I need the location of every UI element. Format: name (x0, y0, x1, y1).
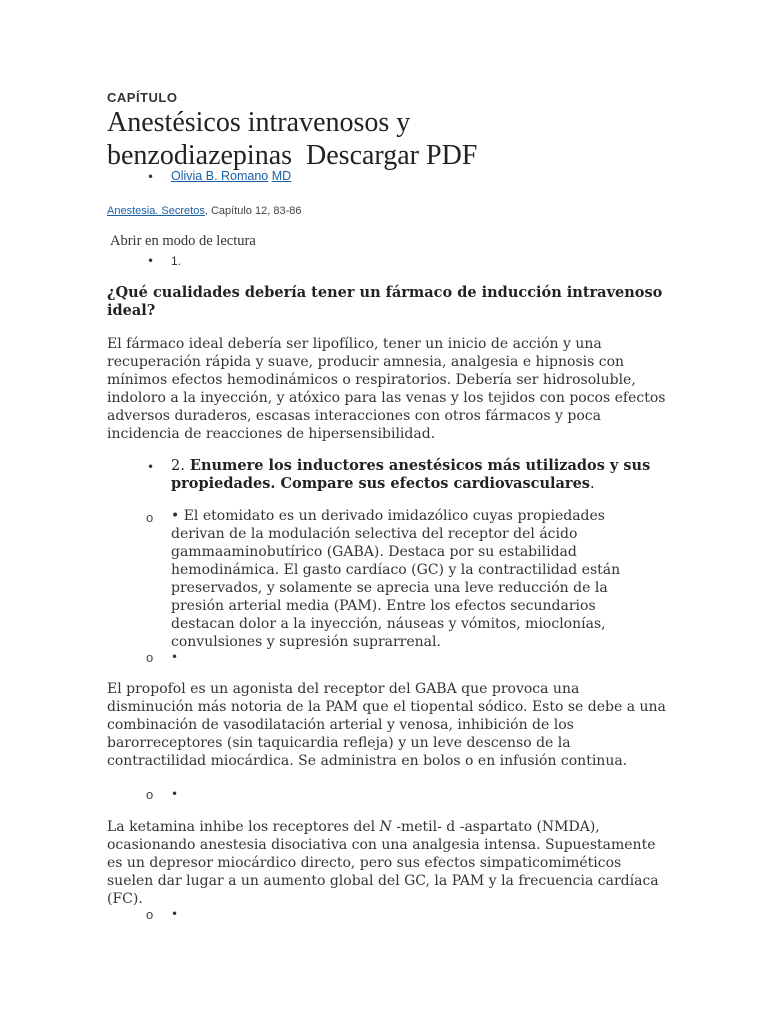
list-bullet-1: • (147, 254, 155, 268)
author-line (171, 169, 291, 183)
sub-item-bullet-2: • (171, 650, 179, 664)
list-bullet-2: • (147, 460, 155, 474)
ketamine-paragraph (107, 818, 667, 908)
title-line-2 (107, 139, 707, 172)
book-link[interactable]: Anestesia. Secretos (107, 205, 205, 217)
sub-item-marker-1: o (146, 510, 154, 525)
question-2-number: 2. (171, 458, 185, 474)
reader-mode-button[interactable]: Abrir en modo de lectura (110, 233, 256, 249)
question-2-heading (171, 457, 651, 493)
sub-item-bullet-3: • (171, 787, 179, 801)
question-2-text: Enumere los inductores anestésicos más utilizados y sus propiedades. Compare sus efectos cardiovasculares (171, 457, 651, 492)
propofol-paragraph: El propofol es un agonista del receptor del GABA que provoca una disminución más notoria de la PAM que el tiopental sódico. Esto se debe a una combinación de vasodilatación arterial y venosa, inhibición de los barorreceptores (sin taquicardia refleja) y un leve descenso de la contractilidad miocárdica. Se administra en bolos o en infusión continua. (107, 681, 666, 769)
sub-item-marker-2: o (146, 650, 154, 665)
ketamine-text-after: -metil- d -aspartato (NMDA), ocasionando anestesia disociativa con una analgesia intensa. Supuestamente es un depresor miocárdico directo, pero sus efectos simpaticomiméticos suelen dar lugar a un aumento global del GC, la PAM y la frecuencia cardíaca (FC). (107, 819, 659, 907)
sub-item-marker-3: o (146, 787, 154, 802)
list-number-1: 1. (171, 254, 182, 268)
ketamine-italic: N (379, 819, 392, 835)
answer-1-paragraph: El fármaco ideal debería ser lipofílico, tener un inicio de acción y una recuperación rápida y suave, producir amnesia, analgesia e hipnosis con mínimos efectos hemodinámicos o respiratorios. Debería ser hidrosoluble, indoloro a la inyección, y atóxico para las venas y los tejidos con pocos efectos adversos duraderos, escasas interacciones con otros fármacos y poca incidencia de reacciones de hipersensibilidad. (107, 336, 666, 442)
question-1-heading: ¿Qué cualidades debería tener un fármaco de inducción intravenoso ideal? (107, 284, 663, 319)
author-suffix-link[interactable]: MD (271, 169, 292, 183)
author-name-link[interactable]: Olivia B. Romano (171, 169, 269, 183)
title-line-1: Anestésicos intravenosos y (107, 107, 411, 138)
etomidate-paragraph: • El etomidato es un derivado imidazólico cuyas propiedades derivan de la modulación selectiva del receptor del ácido gammaaminobutírico (GABA). Destaca por su estabilidad hemodinámica. El gasto cardíaco (GC) y la contractilidad están preservados, y solamente se aprecia una leve reducción de la presión arterial media (PAM). Entre los efectos secundarios destacan dolor a la inyección, náuseas y vómitos, mioclonías, convulsiones y supresión suprarrenal. (171, 508, 621, 650)
sub-item-bullet-4: • (171, 907, 179, 921)
download-pdf-link[interactable]: Descargar PDF (306, 140, 478, 171)
author-bullet: • (147, 170, 155, 184)
question-2-period: . (589, 476, 595, 492)
sub-item-marker-4: o (146, 907, 154, 922)
source-line (107, 205, 301, 217)
page-title (107, 106, 707, 172)
title-line-2-text: benzodiazepinas (107, 140, 293, 171)
ketamine-text-before: La ketamina inhibe los receptores del (107, 819, 380, 835)
source-detail: , Capítulo 12, 83-86 (204, 205, 302, 217)
chapter-kicker: CAPÍTULO (107, 90, 178, 105)
